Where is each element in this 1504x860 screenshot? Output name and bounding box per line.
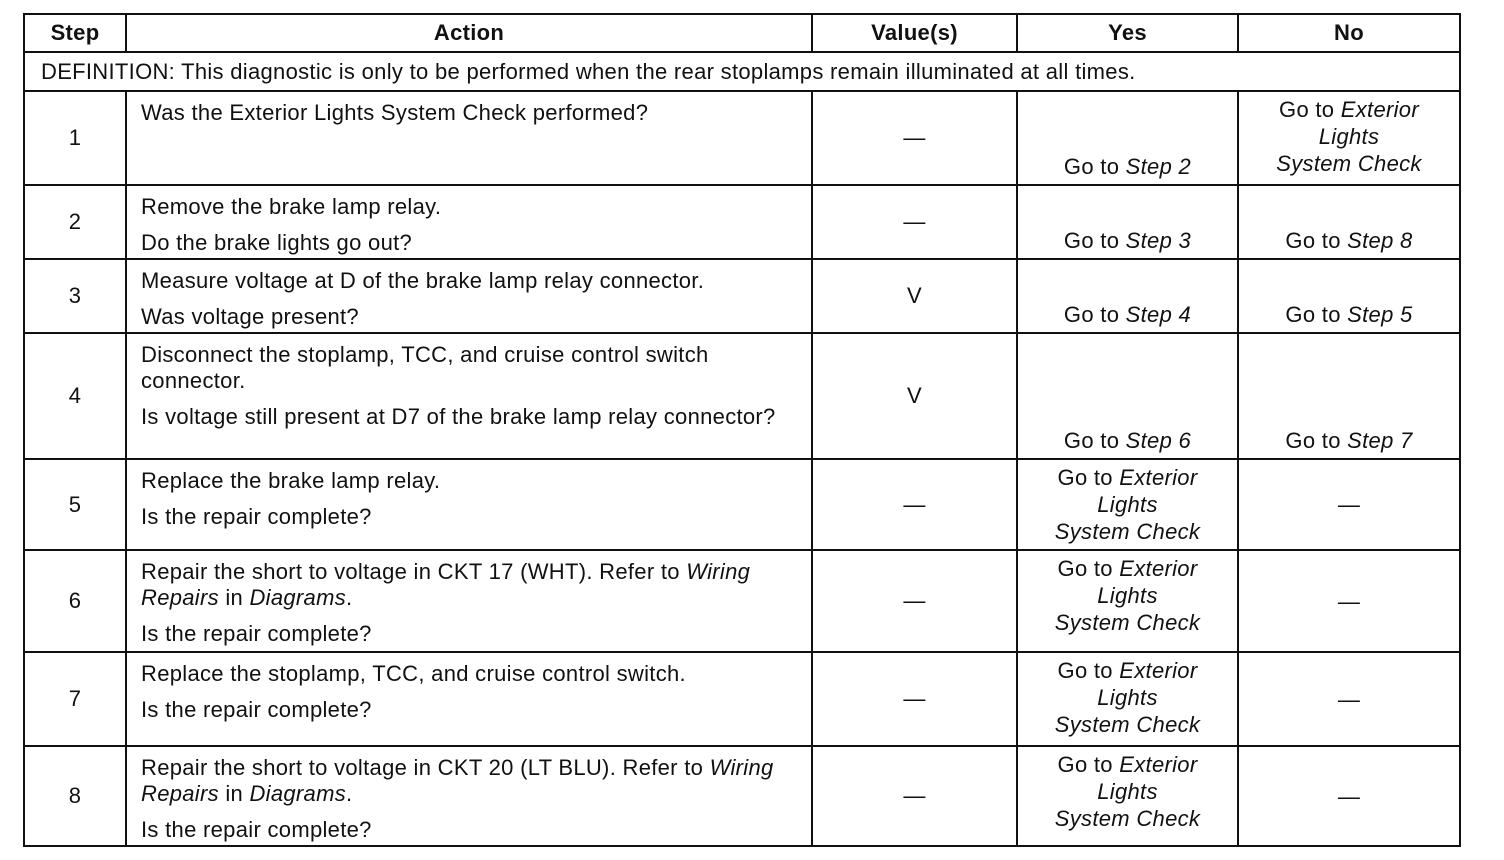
value-cell: — <box>812 652 1017 746</box>
step-number: 4 <box>24 333 126 459</box>
action-text: Replace the brake lamp relay. <box>141 468 441 493</box>
value-cell: — <box>812 459 1017 550</box>
no-cell: Go to Exterior Lights System Check <box>1238 91 1460 185</box>
table-row <box>24 550 1460 652</box>
step-number: 8 <box>24 746 126 846</box>
action-text: Remove the brake lamp relay. <box>141 194 442 219</box>
table-row <box>24 185 1460 259</box>
yes-cell: Go to Step 3 <box>1017 185 1238 259</box>
action-text: Repair the short to voltage in CKT 20 (LT BLU). Refer to Wiring Repairs in Diagrams. <box>141 755 774 806</box>
action-question: Do the brake lights go out? <box>141 230 413 255</box>
yes-cell: Go to Exterior Lights System Check <box>1017 550 1238 652</box>
action-text: Replace the stoplamp, TCC, and cruise control switch. <box>141 661 686 686</box>
yes-cell: Go to Step 6 <box>1017 333 1238 459</box>
header-values: Value(s) <box>812 14 1017 52</box>
action-text: Repair the short to voltage in CKT 17 (WHT). Refer to Wiring Repairs in Diagrams. <box>141 559 751 610</box>
yes-cell: Go to Step 4 <box>1017 259 1238 333</box>
table-row <box>24 652 1460 746</box>
table-row <box>24 459 1460 550</box>
action-text: Was the Exterior Lights System Check performed? <box>141 100 649 125</box>
action-cell <box>126 91 812 185</box>
action-cell <box>126 652 812 746</box>
no-cell: Go to Step 8 <box>1238 185 1460 259</box>
action-question: Is the repair complete? <box>141 621 372 646</box>
definition-row <box>24 52 1460 91</box>
table-row <box>24 333 1460 459</box>
action-question: Is the repair complete? <box>141 504 372 529</box>
action-cell <box>126 333 812 459</box>
diagnostic-table <box>23 13 1461 847</box>
no-cell: Go to Step 5 <box>1238 259 1460 333</box>
no-cell: — <box>1238 746 1460 846</box>
value-cell: — <box>812 746 1017 846</box>
yes-cell: Go to Step 2 <box>1017 91 1238 185</box>
header-step: Step <box>24 14 126 52</box>
step-number: 5 <box>24 459 126 550</box>
value-cell: V <box>812 333 1017 459</box>
no-cell: — <box>1238 459 1460 550</box>
action-cell <box>126 259 812 333</box>
yes-cell: Go to Exterior Lights System Check <box>1017 459 1238 550</box>
yes-cell: Go to Exterior Lights System Check <box>1017 652 1238 746</box>
action-text: Measure voltage at D of the brake lamp relay connector. <box>141 268 705 293</box>
value-cell: — <box>812 550 1017 652</box>
step-number: 2 <box>24 185 126 259</box>
header-action: Action <box>126 14 812 52</box>
action-question: Is the repair complete? <box>141 697 372 722</box>
yes-cell: Go to Exterior Lights System Check <box>1017 746 1238 846</box>
no-cell: — <box>1238 550 1460 652</box>
action-cell <box>126 459 812 550</box>
no-cell: Go to Step 7 <box>1238 333 1460 459</box>
value-cell: — <box>812 185 1017 259</box>
header-no: No <box>1238 14 1460 52</box>
header-yes: Yes <box>1017 14 1238 52</box>
action-question: Is voltage still present at D7 of the brake lamp relay connector? <box>141 404 776 429</box>
action-question: Was voltage present? <box>141 304 359 329</box>
step-number: 6 <box>24 550 126 652</box>
table-row <box>24 259 1460 333</box>
definition-text: DEFINITION: This diagnostic is only to be performed when the rear stoplamps remain illuminated at all times. <box>24 52 1460 91</box>
action-cell <box>126 550 812 652</box>
action-cell <box>126 746 812 846</box>
table-row <box>24 91 1460 185</box>
action-question: Is the repair complete? <box>141 817 372 842</box>
table-row <box>24 746 1460 846</box>
step-number: 1 <box>24 91 126 185</box>
action-text: Disconnect the stoplamp, TCC, and cruise control switch connector. <box>141 342 709 393</box>
header-row <box>24 14 1460 52</box>
value-cell: V <box>812 259 1017 333</box>
step-number: 7 <box>24 652 126 746</box>
step-number: 3 <box>24 259 126 333</box>
no-cell: — <box>1238 652 1460 746</box>
action-cell <box>126 185 812 259</box>
value-cell: — <box>812 91 1017 185</box>
